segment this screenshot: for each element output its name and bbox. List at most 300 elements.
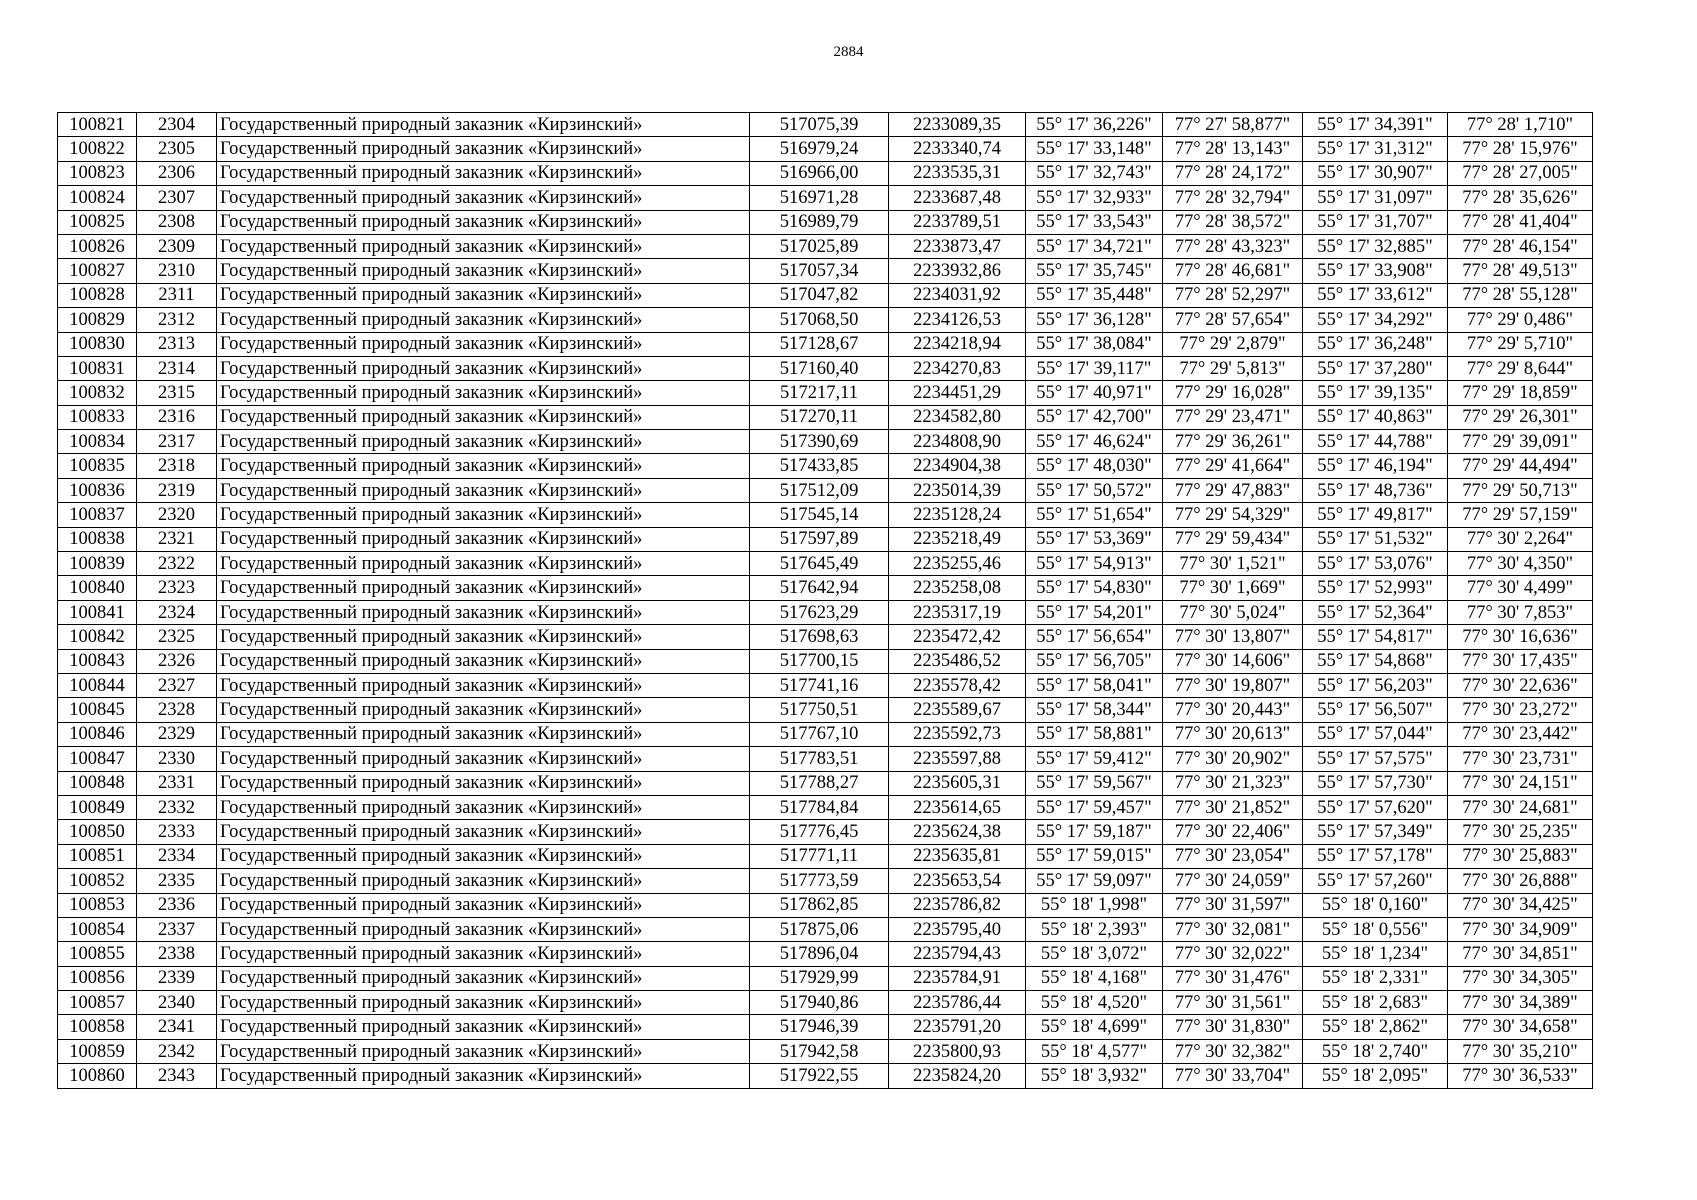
latitude-1-cell: 55° 17' 42,700" xyxy=(1026,405,1163,429)
latitude-1-cell: 55° 17' 59,457" xyxy=(1026,795,1163,819)
table-row xyxy=(58,747,1593,771)
row-id-cell: 100827 xyxy=(58,259,137,283)
y-coordinate-cell: 2235597,88 xyxy=(889,747,1026,771)
latitude-2-cell: 55° 17' 53,076" xyxy=(1303,552,1448,576)
latitude-1-cell: 55° 17' 32,933" xyxy=(1026,186,1163,210)
longitude-2-cell: 77° 30' 4,350" xyxy=(1448,552,1593,576)
row-id-cell: 100843 xyxy=(58,649,137,673)
x-coordinate-cell: 517940,86 xyxy=(750,991,889,1015)
x-coordinate-cell: 517767,10 xyxy=(750,722,889,746)
object-name-cell: Государственный природный заказник «Кирзинский» xyxy=(217,942,750,966)
x-coordinate-cell: 517771,11 xyxy=(750,844,889,868)
longitude-1-cell: 77° 30' 1,669" xyxy=(1163,576,1303,600)
latitude-1-cell: 55° 17' 59,567" xyxy=(1026,771,1163,795)
longitude-1-cell: 77° 30' 31,561" xyxy=(1163,991,1303,1015)
table-row xyxy=(58,1064,1593,1088)
longitude-1-cell: 77° 30' 23,054" xyxy=(1163,844,1303,868)
x-coordinate-cell: 517512,09 xyxy=(750,478,889,502)
row-id-cell: 100835 xyxy=(58,454,137,478)
table-row xyxy=(58,210,1593,234)
point-number-cell: 2323 xyxy=(137,576,217,600)
row-id-cell: 100826 xyxy=(58,234,137,258)
longitude-2-cell: 77° 30' 23,442" xyxy=(1448,722,1593,746)
longitude-1-cell: 77° 28' 46,681" xyxy=(1163,259,1303,283)
longitude-1-cell: 77° 30' 33,704" xyxy=(1163,1064,1303,1088)
table-row xyxy=(58,259,1593,283)
object-name-cell: Государственный природный заказник «Кирзинский» xyxy=(217,161,750,185)
longitude-2-cell: 77° 29' 5,710" xyxy=(1448,332,1593,356)
longitude-2-cell: 77° 28' 49,513" xyxy=(1448,259,1593,283)
latitude-2-cell: 55° 18' 2,862" xyxy=(1303,1015,1448,1039)
y-coordinate-cell: 2235795,40 xyxy=(889,917,1026,941)
longitude-1-cell: 77° 29' 36,261" xyxy=(1163,430,1303,454)
row-id-cell: 100855 xyxy=(58,942,137,966)
latitude-2-cell: 55° 17' 54,868" xyxy=(1303,649,1448,673)
longitude-2-cell: 77° 29' 26,301" xyxy=(1448,405,1593,429)
longitude-1-cell: 77° 30' 21,852" xyxy=(1163,795,1303,819)
point-number-cell: 2308 xyxy=(137,210,217,234)
longitude-2-cell: 77° 29' 44,494" xyxy=(1448,454,1593,478)
object-name-cell: Государственный природный заказник «Кирзинский» xyxy=(217,795,750,819)
longitude-2-cell: 77° 30' 23,272" xyxy=(1448,698,1593,722)
x-coordinate-cell: 517741,16 xyxy=(750,673,889,697)
longitude-1-cell: 77° 30' 32,022" xyxy=(1163,942,1303,966)
longitude-1-cell: 77° 30' 32,081" xyxy=(1163,917,1303,941)
y-coordinate-cell: 2234031,92 xyxy=(889,283,1026,307)
longitude-2-cell: 77° 30' 25,883" xyxy=(1448,844,1593,868)
x-coordinate-cell: 517160,40 xyxy=(750,356,889,380)
object-name-cell: Государственный природный заказник «Кирзинский» xyxy=(217,747,750,771)
longitude-2-cell: 77° 30' 34,305" xyxy=(1448,966,1593,990)
latitude-1-cell: 55° 17' 51,654" xyxy=(1026,503,1163,527)
longitude-2-cell: 77° 30' 17,435" xyxy=(1448,649,1593,673)
row-id-cell: 100824 xyxy=(58,186,137,210)
latitude-1-cell: 55° 17' 35,745" xyxy=(1026,259,1163,283)
row-id-cell: 100859 xyxy=(58,1039,137,1063)
table-row xyxy=(58,722,1593,746)
latitude-1-cell: 55° 17' 58,344" xyxy=(1026,698,1163,722)
object-name-cell: Государственный природный заказник «Кирзинский» xyxy=(217,820,750,844)
object-name-cell: Государственный природный заказник «Кирзинский» xyxy=(217,356,750,380)
table-row xyxy=(58,332,1593,356)
table-row xyxy=(58,113,1593,137)
longitude-1-cell: 77° 30' 20,443" xyxy=(1163,698,1303,722)
point-number-cell: 2316 xyxy=(137,405,217,429)
latitude-1-cell: 55° 17' 48,030" xyxy=(1026,454,1163,478)
row-id-cell: 100822 xyxy=(58,137,137,161)
longitude-2-cell: 77° 30' 22,636" xyxy=(1448,673,1593,697)
row-id-cell: 100828 xyxy=(58,283,137,307)
longitude-2-cell: 77° 30' 34,909" xyxy=(1448,917,1593,941)
object-name-cell: Государственный природный заказник «Кирзинский» xyxy=(217,552,750,576)
point-number-cell: 2335 xyxy=(137,869,217,893)
latitude-2-cell: 55° 17' 44,788" xyxy=(1303,430,1448,454)
latitude-2-cell: 55° 17' 57,044" xyxy=(1303,722,1448,746)
y-coordinate-cell: 2235791,20 xyxy=(889,1015,1026,1039)
table-row xyxy=(58,137,1593,161)
row-id-cell: 100836 xyxy=(58,478,137,502)
point-number-cell: 2341 xyxy=(137,1015,217,1039)
longitude-1-cell: 77° 30' 14,606" xyxy=(1163,649,1303,673)
latitude-1-cell: 55° 17' 54,830" xyxy=(1026,576,1163,600)
point-number-cell: 2342 xyxy=(137,1039,217,1063)
x-coordinate-cell: 517862,85 xyxy=(750,893,889,917)
row-id-cell: 100845 xyxy=(58,698,137,722)
x-coordinate-cell: 517068,50 xyxy=(750,308,889,332)
y-coordinate-cell: 2235317,19 xyxy=(889,600,1026,624)
latitude-1-cell: 55° 17' 59,412" xyxy=(1026,747,1163,771)
row-id-cell: 100837 xyxy=(58,503,137,527)
x-coordinate-cell: 517433,85 xyxy=(750,454,889,478)
y-coordinate-cell: 2235255,46 xyxy=(889,552,1026,576)
x-coordinate-cell: 517788,27 xyxy=(750,771,889,795)
point-number-cell: 2336 xyxy=(137,893,217,917)
latitude-2-cell: 55° 17' 46,194" xyxy=(1303,454,1448,478)
longitude-1-cell: 77° 29' 5,813" xyxy=(1163,356,1303,380)
latitude-1-cell: 55° 17' 34,721" xyxy=(1026,234,1163,258)
x-coordinate-cell: 516966,00 xyxy=(750,161,889,185)
object-name-cell: Государственный природный заказник «Кирзинский» xyxy=(217,576,750,600)
latitude-2-cell: 55° 17' 57,730" xyxy=(1303,771,1448,795)
longitude-1-cell: 77° 27' 58,877" xyxy=(1163,113,1303,137)
longitude-2-cell: 77° 30' 25,235" xyxy=(1448,820,1593,844)
table-row xyxy=(58,820,1593,844)
y-coordinate-cell: 2235258,08 xyxy=(889,576,1026,600)
y-coordinate-cell: 2234582,80 xyxy=(889,405,1026,429)
longitude-1-cell: 77° 28' 32,794" xyxy=(1163,186,1303,210)
latitude-1-cell: 55° 17' 59,097" xyxy=(1026,869,1163,893)
table-row xyxy=(58,503,1593,527)
longitude-1-cell: 77° 28' 38,572" xyxy=(1163,210,1303,234)
object-name-cell: Государственный природный заказник «Кирзинский» xyxy=(217,259,750,283)
longitude-2-cell: 77° 28' 46,154" xyxy=(1448,234,1593,258)
longitude-1-cell: 77° 30' 31,597" xyxy=(1163,893,1303,917)
row-id-cell: 100841 xyxy=(58,600,137,624)
object-name-cell: Государственный природный заказник «Кирзинский» xyxy=(217,844,750,868)
coordinates-table xyxy=(57,112,1593,1089)
latitude-1-cell: 55° 17' 58,041" xyxy=(1026,673,1163,697)
point-number-cell: 2331 xyxy=(137,771,217,795)
latitude-2-cell: 55° 17' 37,280" xyxy=(1303,356,1448,380)
latitude-2-cell: 55° 17' 31,707" xyxy=(1303,210,1448,234)
row-id-cell: 100839 xyxy=(58,552,137,576)
table-row xyxy=(58,844,1593,868)
latitude-2-cell: 55° 17' 36,248" xyxy=(1303,332,1448,356)
y-coordinate-cell: 2235218,49 xyxy=(889,527,1026,551)
longitude-1-cell: 77° 30' 19,807" xyxy=(1163,673,1303,697)
object-name-cell: Государственный природный заказник «Кирзинский» xyxy=(217,113,750,137)
y-coordinate-cell: 2235635,81 xyxy=(889,844,1026,868)
y-coordinate-cell: 2235472,42 xyxy=(889,625,1026,649)
point-number-cell: 2326 xyxy=(137,649,217,673)
point-number-cell: 2343 xyxy=(137,1064,217,1088)
longitude-2-cell: 77° 28' 1,710" xyxy=(1448,113,1593,137)
longitude-2-cell: 77° 28' 41,404" xyxy=(1448,210,1593,234)
y-coordinate-cell: 2235786,44 xyxy=(889,991,1026,1015)
longitude-1-cell: 77° 29' 2,879" xyxy=(1163,332,1303,356)
longitude-2-cell: 77° 30' 7,853" xyxy=(1448,600,1593,624)
longitude-1-cell: 77° 28' 52,297" xyxy=(1163,283,1303,307)
point-number-cell: 2324 xyxy=(137,600,217,624)
latitude-1-cell: 55° 17' 46,624" xyxy=(1026,430,1163,454)
latitude-2-cell: 55° 17' 57,260" xyxy=(1303,869,1448,893)
row-id-cell: 100821 xyxy=(58,113,137,137)
latitude-2-cell: 55° 18' 2,095" xyxy=(1303,1064,1448,1088)
x-coordinate-cell: 517929,99 xyxy=(750,966,889,990)
longitude-1-cell: 77° 28' 57,654" xyxy=(1163,308,1303,332)
latitude-2-cell: 55° 18' 2,331" xyxy=(1303,966,1448,990)
longitude-2-cell: 77° 28' 35,626" xyxy=(1448,186,1593,210)
latitude-2-cell: 55° 17' 31,097" xyxy=(1303,186,1448,210)
table-row xyxy=(58,234,1593,258)
latitude-1-cell: 55° 17' 54,201" xyxy=(1026,600,1163,624)
x-coordinate-cell: 517047,82 xyxy=(750,283,889,307)
row-id-cell: 100858 xyxy=(58,1015,137,1039)
row-id-cell: 100848 xyxy=(58,771,137,795)
longitude-1-cell: 77° 30' 31,476" xyxy=(1163,966,1303,990)
longitude-2-cell: 77° 30' 24,681" xyxy=(1448,795,1593,819)
longitude-1-cell: 77° 29' 59,434" xyxy=(1163,527,1303,551)
row-id-cell: 100856 xyxy=(58,966,137,990)
point-number-cell: 2333 xyxy=(137,820,217,844)
y-coordinate-cell: 2235014,39 xyxy=(889,478,1026,502)
object-name-cell: Государственный природный заказник «Кирзинский» xyxy=(217,771,750,795)
latitude-2-cell: 55° 17' 34,292" xyxy=(1303,308,1448,332)
latitude-1-cell: 55° 17' 59,015" xyxy=(1026,844,1163,868)
latitude-1-cell: 55° 17' 35,448" xyxy=(1026,283,1163,307)
longitude-1-cell: 77° 30' 13,807" xyxy=(1163,625,1303,649)
point-number-cell: 2321 xyxy=(137,527,217,551)
y-coordinate-cell: 2235614,65 xyxy=(889,795,1026,819)
row-id-cell: 100830 xyxy=(58,332,137,356)
latitude-1-cell: 55° 17' 39,117" xyxy=(1026,356,1163,380)
row-id-cell: 100844 xyxy=(58,673,137,697)
object-name-cell: Государственный природный заказник «Кирзинский» xyxy=(217,698,750,722)
y-coordinate-cell: 2234808,90 xyxy=(889,430,1026,454)
y-coordinate-cell: 2233789,51 xyxy=(889,210,1026,234)
latitude-1-cell: 55° 18' 1,998" xyxy=(1026,893,1163,917)
y-coordinate-cell: 2234904,38 xyxy=(889,454,1026,478)
latitude-1-cell: 55° 17' 32,743" xyxy=(1026,161,1163,185)
latitude-1-cell: 55° 17' 36,128" xyxy=(1026,308,1163,332)
row-id-cell: 100857 xyxy=(58,991,137,1015)
longitude-2-cell: 77° 30' 26,888" xyxy=(1448,869,1593,893)
x-coordinate-cell: 517698,63 xyxy=(750,625,889,649)
latitude-2-cell: 55° 18' 2,683" xyxy=(1303,991,1448,1015)
y-coordinate-cell: 2235824,20 xyxy=(889,1064,1026,1088)
row-id-cell: 100854 xyxy=(58,917,137,941)
point-number-cell: 2318 xyxy=(137,454,217,478)
longitude-2-cell: 77° 30' 36,533" xyxy=(1448,1064,1593,1088)
object-name-cell: Государственный природный заказник «Кирзинский» xyxy=(217,283,750,307)
object-name-cell: Государственный природный заказник «Кирзинский» xyxy=(217,917,750,941)
x-coordinate-cell: 517773,59 xyxy=(750,869,889,893)
longitude-1-cell: 77° 28' 13,143" xyxy=(1163,137,1303,161)
longitude-1-cell: 77° 30' 20,902" xyxy=(1163,747,1303,771)
point-number-cell: 2309 xyxy=(137,234,217,258)
object-name-cell: Государственный природный заказник «Кирзинский» xyxy=(217,673,750,697)
point-number-cell: 2339 xyxy=(137,966,217,990)
row-id-cell: 100831 xyxy=(58,356,137,380)
object-name-cell: Государственный природный заказник «Кирзинский» xyxy=(217,405,750,429)
x-coordinate-cell: 517875,06 xyxy=(750,917,889,941)
object-name-cell: Государственный природный заказник «Кирзинский» xyxy=(217,1015,750,1039)
row-id-cell: 100842 xyxy=(58,625,137,649)
row-id-cell: 100838 xyxy=(58,527,137,551)
longitude-1-cell: 77° 30' 21,323" xyxy=(1163,771,1303,795)
y-coordinate-cell: 2235653,54 xyxy=(889,869,1026,893)
latitude-2-cell: 55° 17' 33,908" xyxy=(1303,259,1448,283)
object-name-cell: Государственный природный заказник «Кирзинский» xyxy=(217,478,750,502)
longitude-1-cell: 77° 29' 16,028" xyxy=(1163,381,1303,405)
longitude-2-cell: 77° 30' 16,636" xyxy=(1448,625,1593,649)
x-coordinate-cell: 517623,29 xyxy=(750,600,889,624)
latitude-2-cell: 55° 18' 0,160" xyxy=(1303,893,1448,917)
x-coordinate-cell: 517217,11 xyxy=(750,381,889,405)
y-coordinate-cell: 2235605,31 xyxy=(889,771,1026,795)
latitude-1-cell: 55° 17' 38,084" xyxy=(1026,332,1163,356)
latitude-2-cell: 55° 17' 32,885" xyxy=(1303,234,1448,258)
y-coordinate-cell: 2235578,42 xyxy=(889,673,1026,697)
longitude-2-cell: 77° 30' 34,389" xyxy=(1448,991,1593,1015)
object-name-cell: Государственный природный заказник «Кирзинский» xyxy=(217,454,750,478)
object-name-cell: Государственный природный заказник «Кирзинский» xyxy=(217,1039,750,1063)
latitude-1-cell: 55° 17' 50,572" xyxy=(1026,478,1163,502)
y-coordinate-cell: 2235128,24 xyxy=(889,503,1026,527)
longitude-2-cell: 77° 30' 35,210" xyxy=(1448,1039,1593,1063)
latitude-2-cell: 55° 18' 1,234" xyxy=(1303,942,1448,966)
y-coordinate-cell: 2233687,48 xyxy=(889,186,1026,210)
table-row xyxy=(58,966,1593,990)
longitude-1-cell: 77° 30' 1,521" xyxy=(1163,552,1303,576)
object-name-cell: Государственный природный заказник «Кирзинский» xyxy=(217,893,750,917)
point-number-cell: 2338 xyxy=(137,942,217,966)
longitude-2-cell: 77° 28' 27,005" xyxy=(1448,161,1593,185)
object-name-cell: Государственный природный заказник «Кирзинский» xyxy=(217,869,750,893)
latitude-1-cell: 55° 18' 4,520" xyxy=(1026,991,1163,1015)
longitude-1-cell: 77° 30' 32,382" xyxy=(1163,1039,1303,1063)
longitude-2-cell: 77° 30' 4,499" xyxy=(1448,576,1593,600)
x-coordinate-cell: 517128,67 xyxy=(750,332,889,356)
y-coordinate-cell: 2235794,43 xyxy=(889,942,1026,966)
x-coordinate-cell: 517642,94 xyxy=(750,576,889,600)
x-coordinate-cell: 517946,39 xyxy=(750,1015,889,1039)
table-row xyxy=(58,527,1593,551)
x-coordinate-cell: 517942,58 xyxy=(750,1039,889,1063)
table-row xyxy=(58,991,1593,1015)
longitude-2-cell: 77° 30' 34,658" xyxy=(1448,1015,1593,1039)
longitude-1-cell: 77° 30' 24,059" xyxy=(1163,869,1303,893)
point-number-cell: 2325 xyxy=(137,625,217,649)
latitude-1-cell: 55° 17' 53,369" xyxy=(1026,527,1163,551)
x-coordinate-cell: 517597,89 xyxy=(750,527,889,551)
x-coordinate-cell: 517075,39 xyxy=(750,113,889,137)
point-number-cell: 2312 xyxy=(137,308,217,332)
point-number-cell: 2313 xyxy=(137,332,217,356)
object-name-cell: Государственный природный заказник «Кирзинский» xyxy=(217,430,750,454)
table-row xyxy=(58,576,1593,600)
point-number-cell: 2320 xyxy=(137,503,217,527)
latitude-1-cell: 55° 18' 4,168" xyxy=(1026,966,1163,990)
point-number-cell: 2329 xyxy=(137,722,217,746)
longitude-1-cell: 77° 29' 41,664" xyxy=(1163,454,1303,478)
object-name-cell: Государственный природный заказник «Кирзинский» xyxy=(217,210,750,234)
latitude-1-cell: 55° 17' 56,705" xyxy=(1026,649,1163,673)
x-coordinate-cell: 517057,34 xyxy=(750,259,889,283)
latitude-1-cell: 55° 18' 3,932" xyxy=(1026,1064,1163,1088)
object-name-cell: Государственный природный заказник «Кирзинский» xyxy=(217,991,750,1015)
object-name-cell: Государственный природный заказник «Кирзинский» xyxy=(217,1064,750,1088)
latitude-1-cell: 55° 17' 56,654" xyxy=(1026,625,1163,649)
table-row xyxy=(58,478,1593,502)
longitude-2-cell: 77° 30' 34,425" xyxy=(1448,893,1593,917)
point-number-cell: 2334 xyxy=(137,844,217,868)
latitude-1-cell: 55° 18' 2,393" xyxy=(1026,917,1163,941)
longitude-1-cell: 77° 30' 20,613" xyxy=(1163,722,1303,746)
table-row xyxy=(58,625,1593,649)
page-number: 2884 xyxy=(833,44,864,60)
point-number-cell: 2305 xyxy=(137,137,217,161)
object-name-cell: Государственный природный заказник «Кирзинский» xyxy=(217,649,750,673)
latitude-2-cell: 55° 17' 57,575" xyxy=(1303,747,1448,771)
longitude-2-cell: 77° 30' 2,264" xyxy=(1448,527,1593,551)
point-number-cell: 2304 xyxy=(137,113,217,137)
table-body xyxy=(58,113,1593,1089)
object-name-cell: Государственный природный заказник «Кирзинский» xyxy=(217,625,750,649)
x-coordinate-cell: 517750,51 xyxy=(750,698,889,722)
longitude-2-cell: 77° 29' 0,486" xyxy=(1448,308,1593,332)
latitude-2-cell: 55° 17' 39,135" xyxy=(1303,381,1448,405)
latitude-1-cell: 55° 17' 54,913" xyxy=(1026,552,1163,576)
row-id-cell: 100849 xyxy=(58,795,137,819)
table-row xyxy=(58,552,1593,576)
table-row xyxy=(58,1039,1593,1063)
point-number-cell: 2328 xyxy=(137,698,217,722)
object-name-cell: Государственный природный заказник «Кирзинский» xyxy=(217,308,750,332)
x-coordinate-cell: 517784,84 xyxy=(750,795,889,819)
point-number-cell: 2315 xyxy=(137,381,217,405)
x-coordinate-cell: 517922,55 xyxy=(750,1064,889,1088)
table-row xyxy=(58,600,1593,624)
x-coordinate-cell: 517645,49 xyxy=(750,552,889,576)
y-coordinate-cell: 2234270,83 xyxy=(889,356,1026,380)
longitude-1-cell: 77° 29' 54,329" xyxy=(1163,503,1303,527)
latitude-1-cell: 55° 17' 33,148" xyxy=(1026,137,1163,161)
object-name-cell: Государственный природный заказник «Кирзинский» xyxy=(217,966,750,990)
x-coordinate-cell: 516971,28 xyxy=(750,186,889,210)
longitude-1-cell: 77° 28' 43,323" xyxy=(1163,234,1303,258)
longitude-2-cell: 77° 29' 8,644" xyxy=(1448,356,1593,380)
object-name-cell: Государственный природный заказник «Кирзинский» xyxy=(217,722,750,746)
latitude-2-cell: 55° 17' 40,863" xyxy=(1303,405,1448,429)
object-name-cell: Государственный природный заказник «Кирзинский» xyxy=(217,234,750,258)
latitude-2-cell: 55° 17' 34,391" xyxy=(1303,113,1448,137)
latitude-2-cell: 55° 17' 48,736" xyxy=(1303,478,1448,502)
point-number-cell: 2322 xyxy=(137,552,217,576)
object-name-cell: Государственный природный заказник «Кирзинский» xyxy=(217,600,750,624)
object-name-cell: Государственный природный заказник «Кирзинский» xyxy=(217,137,750,161)
longitude-2-cell: 77° 30' 34,851" xyxy=(1448,942,1593,966)
y-coordinate-cell: 2233089,35 xyxy=(889,113,1026,137)
latitude-1-cell: 55° 18' 4,699" xyxy=(1026,1015,1163,1039)
longitude-1-cell: 77° 29' 23,471" xyxy=(1163,405,1303,429)
table-row xyxy=(58,186,1593,210)
table-row xyxy=(58,698,1593,722)
point-number-cell: 2337 xyxy=(137,917,217,941)
latitude-1-cell: 55° 17' 40,971" xyxy=(1026,381,1163,405)
latitude-2-cell: 55° 17' 57,178" xyxy=(1303,844,1448,868)
y-coordinate-cell: 2235784,91 xyxy=(889,966,1026,990)
